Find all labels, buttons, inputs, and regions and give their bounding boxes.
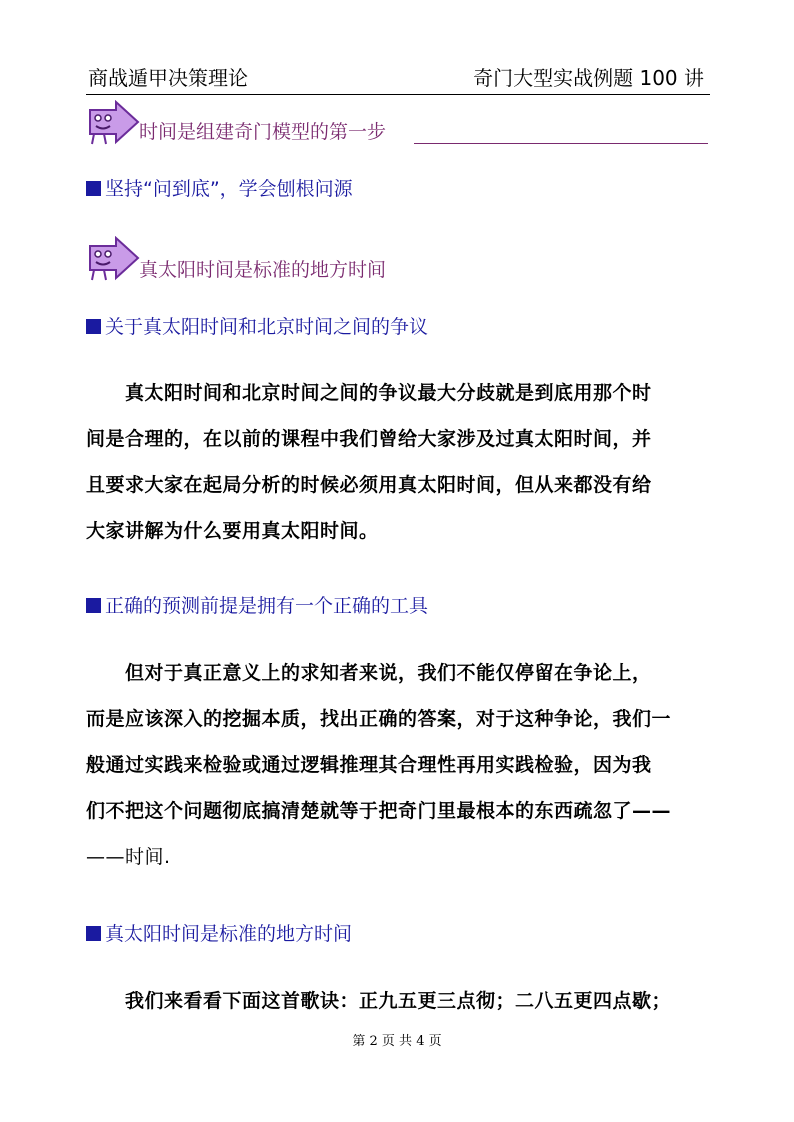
section-heading-ask <box>86 177 353 201</box>
subheading-time-model: 时间是组建奇门模型的第一步 <box>139 121 387 143</box>
paragraph-seekers <box>86 650 710 880</box>
paragraph-rhyme <box>86 978 710 1024</box>
paragraph-line: 真太阳时间和北京时间之间的争议最大分歧就是到底用那个时 <box>86 382 652 404</box>
square-bullet-icon <box>86 319 101 334</box>
section-heading-text: 坚持“问到底”，学会刨根问源 <box>105 178 353 200</box>
page-number-footer: 第 2 页 共 4 页 <box>352 1034 442 1049</box>
section-heading-text: 正确的预测前提是拥有一个正确的工具 <box>105 595 429 617</box>
subheading-true-solar-time: 真太阳时间是标准的地方时间 <box>139 259 387 281</box>
paragraph-line: 般通过实践来检验或通过逻辑推理其合理性再用实践检验，因为我 <box>86 754 652 776</box>
paragraph-dispute <box>86 370 710 554</box>
header-title-right: 奇门大型实战例题 100 讲 <box>473 66 704 90</box>
section-heading-text: 关于真太阳时间和北京时间之间的争议 <box>105 316 429 338</box>
paragraph-line: 而是应该深入的挖掘本质，找出正确的答案，对于这种争论，我们一 <box>86 708 672 730</box>
paragraph-line: 且要求大家在起局分析的时候必须用真太阳时间，但从来都没有给 <box>86 474 652 496</box>
paragraph-line: 间是合理的，在以前的课程中我们曾给大家涉及过真太阳时间，并 <box>86 428 652 450</box>
square-bullet-icon <box>86 181 101 196</box>
section-heading-dispute <box>86 315 428 339</box>
paragraph-line: 但对于真正意义上的求知者来说，我们不能仅停留在争论上， <box>86 662 652 684</box>
paragraph-line: 们不把这个问题彻底搞清楚就等于把奇门里最根本的东西疏忽了—— <box>86 800 672 822</box>
pointing-mascot-icon <box>86 236 140 282</box>
paragraph-line: 大家讲解为什么要用真太阳时间。 <box>86 520 379 542</box>
section-heading-text: 真太阳时间是标准的地方时间 <box>105 923 353 945</box>
pointing-mascot-icon <box>86 100 140 146</box>
subheading-underline <box>414 143 708 144</box>
square-bullet-icon <box>86 598 101 613</box>
paragraph-line: 我们来看看下面这首歌诀：正九五更三点彻；二八五更四点歇； <box>86 990 672 1012</box>
page-header <box>86 64 710 95</box>
header-title-left: 商战遁甲决策理论 <box>88 66 248 90</box>
section-heading-correct-tool <box>86 594 428 618</box>
paragraph-line: ——时间. <box>86 846 171 868</box>
section-heading-local-time <box>86 922 352 946</box>
square-bullet-icon <box>86 926 101 941</box>
